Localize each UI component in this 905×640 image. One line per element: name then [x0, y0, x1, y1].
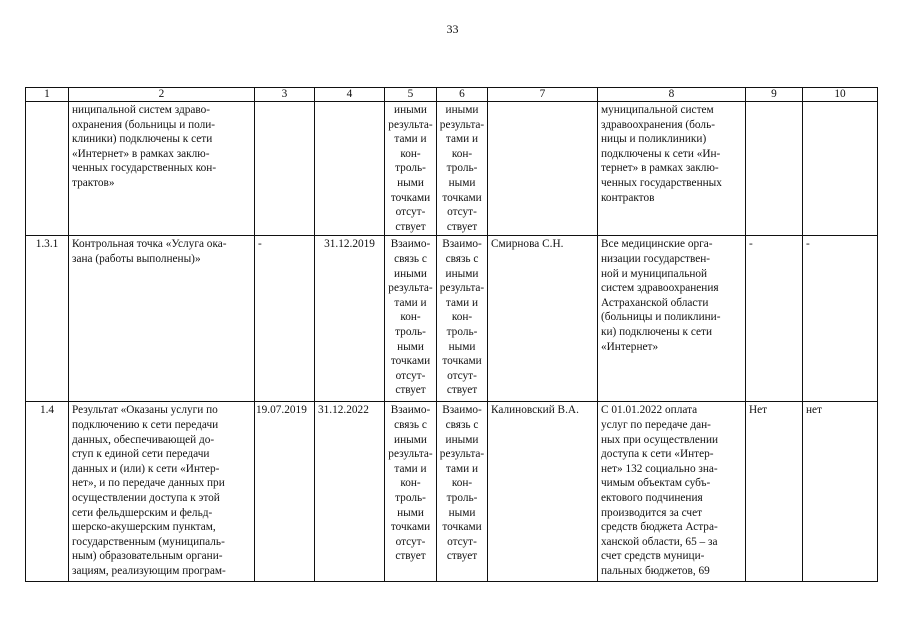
column-number: 7 — [488, 88, 598, 102]
cell-name: Контрольная точка «Услуга ока- зана (работы выполнены)» — [69, 236, 255, 402]
cell-col9: Нет — [746, 402, 803, 582]
table-row — [26, 402, 878, 582]
cell-start-date: - — [255, 236, 315, 402]
cell-end-date — [315, 102, 385, 236]
cell-col10: - — [803, 236, 878, 402]
column-number: 10 — [803, 88, 878, 102]
column-number: 9 — [746, 88, 803, 102]
cell-number: 1.3.1 — [26, 236, 69, 402]
plan-table — [25, 87, 878, 582]
column-number: 4 — [315, 88, 385, 102]
cell-responsible — [488, 102, 598, 236]
cell-status: С 01.01.2022 оплата услуг по передаче дан- ных при осуществлении доступа к сети «Интер- нет» 132 социально зна- чимым объектам субъ- ектового подчинения производится за счет средств бюджета Астра- ханской области, 65 – за счет средств муници- пальных бюджетов, 69 — [598, 402, 746, 582]
cell-number — [26, 102, 69, 236]
cell-number: 1.4 — [26, 402, 69, 582]
table-row — [26, 102, 878, 236]
cell-name: Результат «Оказаны услуги по подключению к сети передачи данных, обеспечивающей до- ступ к единой сети передачи данных и (или) к сети «Интер- нет», и по передаче данных при осуществлении доступа к этой сети фельдшерским и фельд- шерско-акушерским пунктам, государственным (муниципаль- ным) образовательным органи- зациям, реализующим програм- — [69, 402, 255, 582]
cell-status: муниципальной систем здравоохранения (боль- ницы и поликлиники) подключены к сети «Ин- тернет» в рамках заклю- ченных государственных контрактов — [598, 102, 746, 236]
cell-relation-next: Взаимо- связь с иными результа- тами и кон- троль- ными точками отсут- ствует — [437, 236, 488, 402]
column-number: 1 — [26, 88, 69, 102]
cell-relation-next: Взаимо- связь с иными результа- тами и кон- троль- ными точками отсут- ствует — [437, 402, 488, 582]
cell-col9: - — [746, 236, 803, 402]
cell-relation-prev: Взаимо- связь с иными результа- тами и кон- троль- ными точками отсут- ствует — [385, 402, 437, 582]
cell-start-date: 19.07.2019 — [255, 402, 315, 582]
column-number: 8 — [598, 88, 746, 102]
cell-end-date: 31.12.2019 — [315, 236, 385, 402]
column-number-row — [26, 88, 878, 102]
cell-responsible: Калиновский В.А. — [488, 402, 598, 582]
column-number: 5 — [385, 88, 437, 102]
cell-name: ниципальной систем здраво- охранения (больницы и поли- клиники) подключены к сети «Интернет» в рамках заклю- ченных государственных кон- трактов» — [69, 102, 255, 236]
cell-col10: нет — [803, 402, 878, 582]
table-row — [26, 236, 878, 402]
cell-responsible: Смирнова С.Н. — [488, 236, 598, 402]
cell-col10 — [803, 102, 878, 236]
column-number: 6 — [437, 88, 488, 102]
cell-start-date — [255, 102, 315, 236]
cell-col9 — [746, 102, 803, 236]
column-number: 2 — [69, 88, 255, 102]
page-number: 33 — [446, 22, 459, 36]
column-number: 3 — [255, 88, 315, 102]
cell-relation-prev: Взаимо- связь с иными результа- тами и кон- троль- ными точками отсут- ствует — [385, 236, 437, 402]
cell-status: Все медицинские орга- низации государствен- ной и муниципальной систем здравоохранения Астраханской области (больницы и поликлини- ки) подключены к сети «Интернет» — [598, 236, 746, 402]
cell-relation-prev: иными результа- тами и кон- троль- ными точками отсут- ствует — [385, 102, 437, 236]
cell-end-date: 31.12.2022 — [315, 402, 385, 582]
cell-relation-next: иными результа- тами и кон- троль- ными точками отсут- ствует — [437, 102, 488, 236]
